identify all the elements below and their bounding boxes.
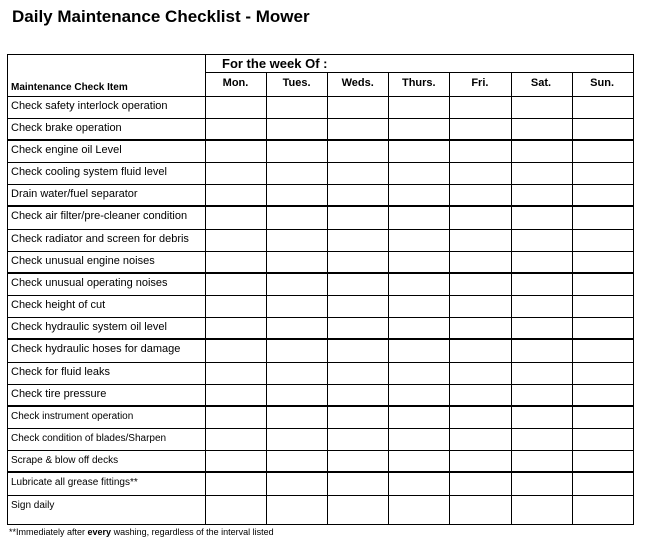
checklist-row xyxy=(8,273,633,295)
check-cell-weds[interactable] xyxy=(327,118,388,140)
check-cell-sat[interactable] xyxy=(511,317,572,339)
check-cell-thurs[interactable] xyxy=(388,406,449,428)
check-cell-thurs[interactable] xyxy=(388,450,449,472)
check-cell-mon[interactable] xyxy=(205,495,266,520)
check-cell-mon[interactable] xyxy=(205,295,266,317)
check-cell-mon[interactable] xyxy=(205,96,266,118)
checklist-row xyxy=(8,428,633,450)
day-header-mon: Mon. xyxy=(222,77,249,89)
check-cell-mon[interactable] xyxy=(205,339,266,362)
check-cell-sat[interactable] xyxy=(511,184,572,206)
check-cell-weds[interactable] xyxy=(327,96,388,118)
check-cell-fri[interactable] xyxy=(449,362,510,384)
check-item-label: Check condition of blades/Sharpen xyxy=(11,433,167,444)
check-cell-weds[interactable] xyxy=(327,428,388,450)
day-header-weds: Weds. xyxy=(341,77,374,89)
check-cell-fri[interactable] xyxy=(449,295,510,317)
check-cell-tues[interactable] xyxy=(266,362,327,384)
check-cell-tues[interactable] xyxy=(266,495,327,520)
check-cell-sun[interactable] xyxy=(572,472,633,495)
check-cell-sun[interactable] xyxy=(572,450,633,472)
check-cell-weds[interactable] xyxy=(327,251,388,273)
check-cell-sat[interactable] xyxy=(511,495,572,520)
checklist-row xyxy=(8,317,633,339)
check-item-label: Check unusual engine noises xyxy=(11,255,155,267)
check-cell-fri[interactable] xyxy=(449,339,510,362)
check-cell-fri[interactable] xyxy=(449,273,510,295)
check-cell-weds[interactable] xyxy=(327,206,388,229)
check-cell-sun[interactable] xyxy=(572,162,633,184)
check-cell-sat[interactable] xyxy=(511,273,572,295)
check-cell-weds[interactable] xyxy=(327,384,388,406)
check-cell-sat[interactable] xyxy=(511,140,572,162)
check-cell-sat[interactable] xyxy=(511,118,572,140)
day-header-sun: Sun. xyxy=(590,77,615,89)
check-cell-mon[interactable] xyxy=(205,118,266,140)
check-cell-thurs[interactable] xyxy=(388,229,449,251)
check-cell-weds[interactable] xyxy=(327,450,388,472)
check-cell-fri[interactable] xyxy=(449,206,510,229)
checklist-row xyxy=(8,140,633,162)
check-cell-fri[interactable] xyxy=(449,229,510,251)
check-cell-weds[interactable] xyxy=(327,229,388,251)
check-cell-tues[interactable] xyxy=(266,295,327,317)
check-item-label: Sign daily xyxy=(11,500,55,511)
check-cell-thurs[interactable] xyxy=(388,162,449,184)
check-cell-sat[interactable] xyxy=(511,162,572,184)
day-header-sat: Sat. xyxy=(530,77,552,89)
check-cell-sat[interactable] xyxy=(511,384,572,406)
check-cell-mon[interactable] xyxy=(205,317,266,339)
check-cell-tues[interactable] xyxy=(266,472,327,495)
check-cell-fri[interactable] xyxy=(449,317,510,339)
check-cell-weds[interactable] xyxy=(327,317,388,339)
day-header-tues: Tues. xyxy=(282,77,311,89)
check-cell-sun[interactable] xyxy=(572,273,633,295)
check-cell-sun[interactable] xyxy=(572,229,633,251)
check-cell-fri[interactable] xyxy=(449,96,510,118)
check-item-label: Check radiator and screen for debris xyxy=(11,233,189,245)
checklist-row xyxy=(8,118,633,140)
check-cell-thurs[interactable] xyxy=(388,184,449,206)
item-column-header: Maintenance Check Item xyxy=(11,82,128,93)
checklist-row xyxy=(8,251,633,273)
check-cell-thurs[interactable] xyxy=(388,339,449,362)
check-cell-mon[interactable] xyxy=(205,206,266,229)
check-cell-sat[interactable] xyxy=(511,295,572,317)
check-cell-tues[interactable] xyxy=(266,206,327,229)
check-cell-weds[interactable] xyxy=(327,495,388,520)
check-cell-sun[interactable] xyxy=(572,428,633,450)
checklist-row xyxy=(8,384,633,406)
check-cell-mon[interactable] xyxy=(205,184,266,206)
check-cell-mon[interactable] xyxy=(205,406,266,428)
check-cell-sun[interactable] xyxy=(572,295,633,317)
check-cell-thurs[interactable] xyxy=(388,384,449,406)
check-cell-sat[interactable] xyxy=(511,206,572,229)
check-cell-weds[interactable] xyxy=(327,184,388,206)
checklist-table xyxy=(7,54,634,525)
check-cell-sun[interactable] xyxy=(572,384,633,406)
checklist-row xyxy=(8,339,633,362)
check-cell-weds[interactable] xyxy=(327,339,388,362)
check-cell-sat[interactable] xyxy=(511,406,572,428)
check-cell-weds[interactable] xyxy=(327,362,388,384)
check-cell-mon[interactable] xyxy=(205,162,266,184)
check-item-label: Check brake operation xyxy=(11,122,122,134)
check-cell-thurs[interactable] xyxy=(388,96,449,118)
check-item-label: Check safety interlock operation xyxy=(11,100,168,112)
check-cell-sun[interactable] xyxy=(572,140,633,162)
check-cell-fri[interactable] xyxy=(449,495,510,520)
check-cell-tues[interactable] xyxy=(266,339,327,362)
check-cell-tues[interactable] xyxy=(266,118,327,140)
check-cell-mon[interactable] xyxy=(205,450,266,472)
check-item-label: Check height of cut xyxy=(11,299,106,311)
check-cell-fri[interactable] xyxy=(449,406,510,428)
check-cell-fri[interactable] xyxy=(449,472,510,495)
check-cell-thurs[interactable] xyxy=(388,206,449,229)
check-item-label: Check instrument operation xyxy=(11,411,134,422)
check-cell-fri[interactable] xyxy=(449,450,510,472)
page-title: Daily Maintenance Checklist - Mower xyxy=(12,7,310,26)
check-cell-tues[interactable] xyxy=(266,251,327,273)
footnote: **Immediately after every washing, regardless of the interval listed xyxy=(9,527,274,537)
checklist-row xyxy=(8,406,633,428)
check-cell-sat[interactable] xyxy=(511,472,572,495)
check-item-label: Check unusual operating noises xyxy=(11,277,168,289)
checklist-row xyxy=(8,450,633,472)
check-cell-sun[interactable] xyxy=(572,362,633,384)
check-cell-weds[interactable] xyxy=(327,140,388,162)
check-item-label: Check hydraulic hoses for damage xyxy=(11,343,181,355)
check-cell-sun[interactable] xyxy=(572,206,633,229)
check-cell-sun[interactable] xyxy=(572,118,633,140)
checklist-row xyxy=(8,184,633,206)
check-cell-sun[interactable] xyxy=(572,184,633,206)
check-cell-tues[interactable] xyxy=(266,450,327,472)
check-cell-fri[interactable] xyxy=(449,118,510,140)
check-item-label: Lubricate all grease fittings** xyxy=(11,477,138,488)
week-of-label: For the week Of : xyxy=(222,56,328,71)
check-cell-sun[interactable] xyxy=(572,317,633,339)
check-item-label: Check cooling system fluid level xyxy=(11,166,167,178)
check-cell-thurs[interactable] xyxy=(388,251,449,273)
check-item-label: Check engine oil Level xyxy=(11,144,122,156)
check-item-label: Check for fluid leaks xyxy=(11,366,111,378)
check-cell-mon[interactable] xyxy=(205,273,266,295)
day-header-fri: Fri. xyxy=(471,77,489,89)
check-cell-sat[interactable] xyxy=(511,229,572,251)
check-cell-fri[interactable] xyxy=(449,162,510,184)
check-cell-tues[interactable] xyxy=(266,273,327,295)
check-cell-sun[interactable] xyxy=(572,406,633,428)
check-cell-sun[interactable] xyxy=(572,251,633,273)
check-cell-weds[interactable] xyxy=(327,162,388,184)
day-header-thurs: Thurs. xyxy=(401,77,436,89)
check-cell-tues[interactable] xyxy=(266,406,327,428)
check-cell-thurs[interactable] xyxy=(388,362,449,384)
check-cell-mon[interactable] xyxy=(205,229,266,251)
check-cell-tues[interactable] xyxy=(266,428,327,450)
check-cell-mon[interactable] xyxy=(205,251,266,273)
check-cell-fri[interactable] xyxy=(449,384,510,406)
check-cell-fri[interactable] xyxy=(449,251,510,273)
checklist-row xyxy=(8,162,633,184)
check-cell-tues[interactable] xyxy=(266,184,327,206)
check-item-label: Scrape & blow off decks xyxy=(11,455,119,466)
checklist-row xyxy=(8,495,633,520)
check-cell-weds[interactable] xyxy=(327,472,388,495)
checklist-row xyxy=(8,362,633,384)
check-cell-sat[interactable] xyxy=(511,450,572,472)
check-cell-weds[interactable] xyxy=(327,273,388,295)
check-cell-sun[interactable] xyxy=(572,339,633,362)
check-cell-weds[interactable] xyxy=(327,295,388,317)
checklist-row xyxy=(8,295,633,317)
check-cell-thurs[interactable] xyxy=(388,118,449,140)
check-item-label: Check tire pressure xyxy=(11,388,107,400)
check-cell-tues[interactable] xyxy=(266,384,327,406)
check-cell-mon[interactable] xyxy=(205,472,266,495)
check-cell-sat[interactable] xyxy=(511,251,572,273)
check-cell-sat[interactable] xyxy=(511,428,572,450)
check-cell-thurs[interactable] xyxy=(388,495,449,520)
check-cell-thurs[interactable] xyxy=(388,140,449,162)
check-cell-sat[interactable] xyxy=(511,96,572,118)
check-cell-mon[interactable] xyxy=(205,384,266,406)
check-cell-thurs[interactable] xyxy=(388,472,449,495)
check-cell-tues[interactable] xyxy=(266,162,327,184)
check-cell-tues[interactable] xyxy=(266,317,327,339)
check-cell-sat[interactable] xyxy=(511,362,572,384)
check-cell-thurs[interactable] xyxy=(388,317,449,339)
check-cell-sun[interactable] xyxy=(572,495,633,520)
check-cell-mon[interactable] xyxy=(205,362,266,384)
check-cell-weds[interactable] xyxy=(327,406,388,428)
check-item-label: Check air filter/pre-cleaner condition xyxy=(11,210,188,222)
checklist-row xyxy=(8,206,633,229)
check-cell-tues[interactable] xyxy=(266,96,327,118)
check-cell-sat[interactable] xyxy=(511,339,572,362)
check-item-label: Check hydraulic system oil level xyxy=(11,321,167,333)
check-cell-tues[interactable] xyxy=(266,229,327,251)
checklist-row xyxy=(8,229,633,251)
check-cell-tues[interactable] xyxy=(266,140,327,162)
check-cell-mon[interactable] xyxy=(205,140,266,162)
checklist-row xyxy=(8,472,633,495)
check-cell-fri[interactable] xyxy=(449,184,510,206)
check-cell-thurs[interactable] xyxy=(388,428,449,450)
check-item-label: Drain water/fuel separator xyxy=(11,188,138,200)
checklist-row xyxy=(8,96,633,118)
check-cell-mon[interactable] xyxy=(205,428,266,450)
check-cell-thurs[interactable] xyxy=(388,273,449,295)
check-cell-sun[interactable] xyxy=(572,96,633,118)
check-cell-thurs[interactable] xyxy=(388,295,449,317)
check-cell-fri[interactable] xyxy=(449,140,510,162)
check-cell-fri[interactable] xyxy=(449,428,510,450)
